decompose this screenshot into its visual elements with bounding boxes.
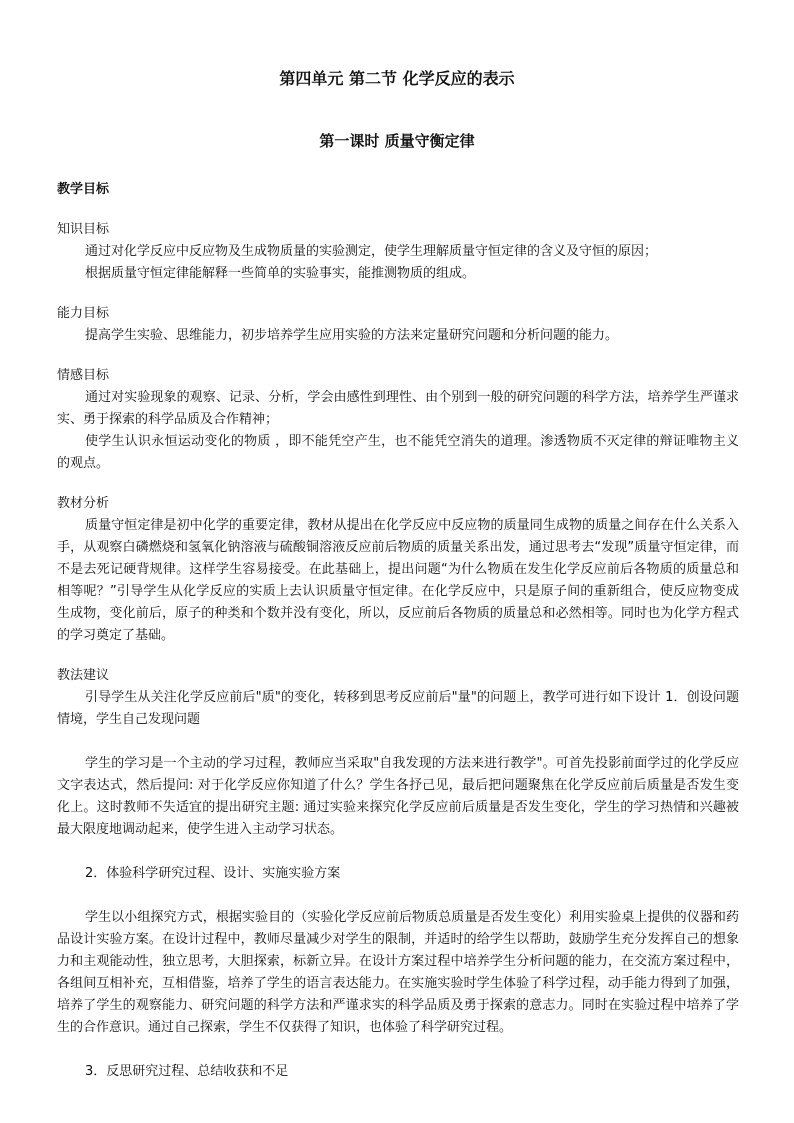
analysis-heading: 教材分析 [57, 496, 110, 511]
knowledge-heading: 知识目标 [57, 222, 110, 237]
ability-paragraph: 提高学生实验、思维能力，初步培养学生应用实验的方法来定量研究问题和分析问题的能力。 [85, 328, 619, 343]
document-body [57, 179, 739, 1083]
emotion-paragraph-2: 使学生认识永恒运动变化的物质 ，即不能凭空产生，也不能凭空消失的道理。渗透物质不灭定律的辩证唯物主义的观点。 [57, 434, 739, 471]
method-paragraph-3: 学生以小组探究方式，根据实验目的（实验化学反应前后物质总质量是否发生变化）利用实验桌上提供的仪器和药品设计实验方案。在设计过程中，教师尽量减少对学生的限制，并适时的给学生以帮助，鼓励学生充分发挥自己的想象力和主观能动性，独立思考，大胆探索，标新立异。在设计方案过程中培养学生分析问题的能力，在交流方案过程中，各组间互相补充，互相借鉴，培养了学生的语言表达能力。在实施实验时学生体验了科学过程，动手能力得到了加强，培养了学生的观察能力、研究问题的科学方法和严谨求实的科学品质及勇于探索的意志力。同时在实验过程中培养了学生的合作意识。通过自己探索，学生不仅获得了知识，也体验了科学研究过程。 [57, 910, 739, 1035]
emotion-paragraph-1: 通过对实验现象的观察、记录、分析，学会由感性到理性、由个别到一般的研究问题的科学方法，培养学生严谨求实、勇于探索的科学品质及合作精神； [57, 390, 739, 427]
ability-heading: 能力目标 [57, 306, 110, 321]
method-item-3: 3．反思研究过程、总结收获和不足 [85, 1064, 289, 1079]
knowledge-paragraph-1: 通过对化学反应中反应物及生成物质量的实验测定，使学生理解质量守恒定律的含义及守恒的原因； [85, 244, 658, 259]
method-heading: 教法建议 [57, 668, 110, 683]
method-paragraph-2: 学生的学习是一个主动的学习过程，教师应当采取"自我发现的方法来进行教学"。可首先投影前面学过的化学反应文字表达式，然后提问: 对于化学反应你知道了什么？学生各抒己见，最后把问题聚焦在化学反应前后质量是否发生变化上。这时教师不失适宜的提出研究主题: 通过实验来探究化学反应前后质量是否发生变化，学生的学习热情和兴趣被最大限度地调动起来，使学生进入主动学习状态。 [57, 756, 739, 837]
emotion-heading: 情感目标 [57, 368, 110, 383]
analysis-paragraph: 质量守恒定律是初中化学的重要定律，教材从提出在化学反应中反应物的质量同生成物的质量之间存在什么关系入手，从观察白磷燃烧和氢氧化钠溶液与硫酸铜溶液反应前后物质的质量关系出发，通过思考去“发现”质量守恒定律，而不是去死记硬背规律。这样学生容易接受。在此基础上，提出问题“为什么物质在发生化学反应前后各物质的质量总和相等呢？”引导学生从化学反应的实质上去认识质量守恒定律。在化学反应中，只是原子间的重新组合，使反应物变成生成物，变化前后，原子的种类和个数并没有变化，所以，反应前后各物质的质量总和必然相等。同时也为化学方程式的学习奠定了基础。 [57, 518, 739, 643]
knowledge-paragraph-2: 根据质量守恒定律能解释一些简单的实验事实，能推测物质的组成。 [85, 266, 476, 281]
lesson-subtitle: 第一课时 质量守衡定律 [319, 132, 475, 150]
method-paragraph-1: 引导学生从关注化学反应前后"质"的变化，转移到思考反应前后"量"的问题上，教学可进行如下设计 1．创设问题情境，学生自己发现问题 [57, 690, 739, 727]
objectives-heading: 教学目标 [57, 182, 110, 197]
method-item-2: 2．体验科学研究过程、设计、实施实验方案 [85, 866, 341, 881]
document-title: 第四单元 第二节 化学反应的表示 [279, 69, 515, 88]
